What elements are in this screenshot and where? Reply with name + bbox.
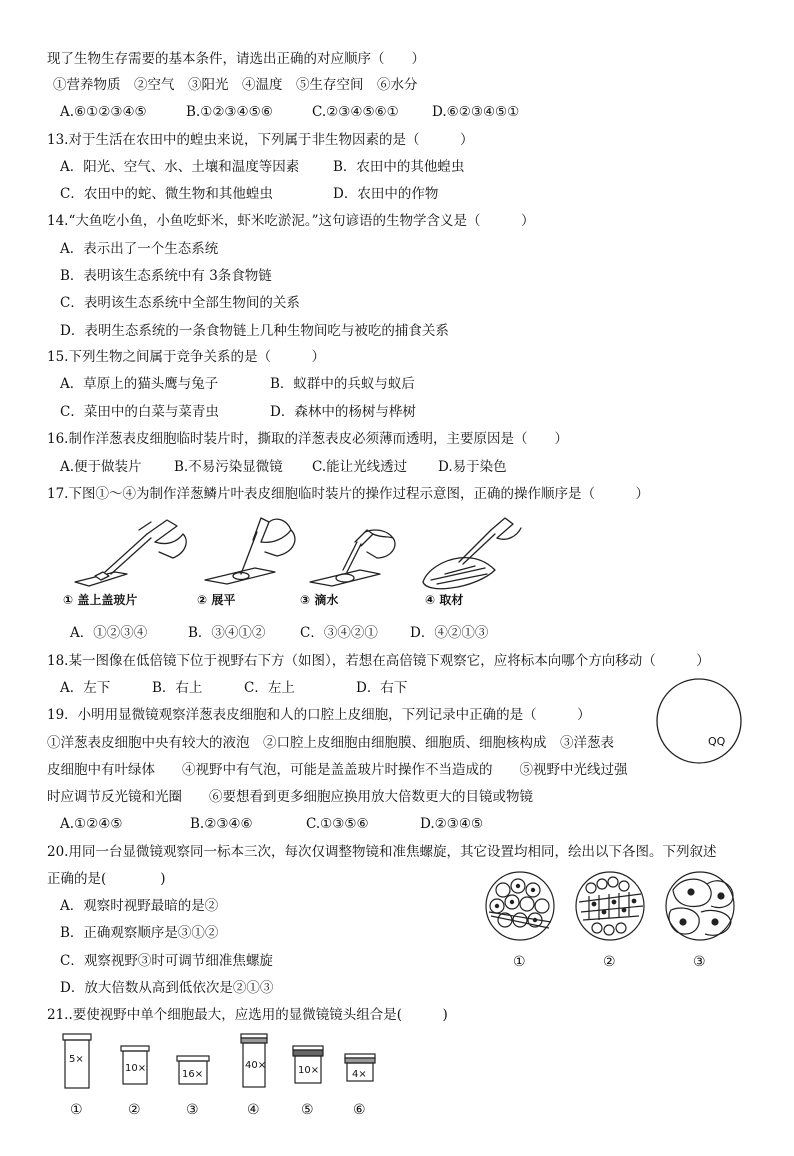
drop-water-illustration [310,530,395,586]
q13-option-c: C．农田中的蛇、微生物和其他蝗虫 [60,186,273,202]
q19-line-3: 时应调节反光镜和光圈 ⑥要想看到更多细胞应换用放大倍数更大的目镜或物镜 [47,789,533,805]
q17-option-b: B．③④①② [188,625,266,641]
q12-stem: 现了生物生存需要的基本条件，请选出正确的对应顺序（ ） [47,51,425,67]
q18-option-b: B．右上 [152,680,203,696]
q18-option-c: C．左上 [244,680,295,696]
view-3-illustration [666,872,734,940]
q15-option-d: D．森林中的杨树与桦树 [270,404,416,420]
q16-stem: 16.制作洋葱表皮细胞临时装片时，撕取的洋葱表皮必须薄而透明，主要原因是（ ） [47,431,568,447]
q16-option-d: D.易于染色 [438,459,507,475]
q13-option-d: D．农田中的作物 [333,186,439,202]
q18-option-d: D．右下 [356,680,408,696]
q21-label-3: ③ [186,1102,199,1118]
q17-option-a: A．①②③④ [70,625,148,641]
q17-procedure-figure [55,512,525,612]
q20-label-2: ② [603,954,616,970]
flatten-illustration [205,518,295,584]
q17-label-3: ③ 滴水 [300,593,339,607]
q21-lens-set [55,1028,385,1120]
take-material-illustration [423,518,521,589]
q18-option-a: A．左下 [60,680,111,696]
q17-label-4: ④ 取材 [425,593,464,607]
q16-option-c: C.能让光线透过 [312,459,408,475]
q21-label-2: ② [128,1102,141,1118]
q21-label-1: ① [70,1102,83,1118]
q14-option-d: D．表明生态系统的一条食物链上几种生物间吃与被吃的捕食关系 [60,323,449,339]
q17-option-d: D．④②①③ [410,625,489,641]
q19-line-1: ①洋葱表皮细胞中央有较大的液泡 ②口腔上皮细胞由细胞膜、细胞质、细胞核构成 ③洋葱表 [47,735,614,751]
q13-stem: 13.对于生活在农田中的蝗虫来说，下列属于非生物因素的是（ ） [47,132,474,148]
q19-stem: 19．小明用显微镜观察洋葱表皮细胞和人的口腔上皮细胞，下列记录中正确的是（ ） [47,707,591,723]
q18-stem: 18.某一图像在低倍镜下位于视野右下方（如图），若想在高倍镜下观察它，应将标本向哪个方向移动（ ） [47,653,710,669]
q21-stem: 21..要使视野中单个细胞最大，应选用的显微镜镜头组合是( ) [47,1007,448,1023]
q14-option-c: C．表明该生态系统中全部生物间的关系 [60,295,300,311]
view-2-illustration [576,872,644,940]
q12-option-d: D.⑥②③④⑤① [432,104,520,120]
q17-label-1: ① 盖上盖玻片 [63,593,138,607]
lens-6-mag: 4× [352,1069,367,1080]
lens-1-mag: 5× [69,1054,84,1065]
q17-label-2: ② 展平 [197,593,236,607]
q14-option-b: B．表明该生态系统中有 3条食物链 [60,268,272,284]
q16-option-a: A.便于做装片 [60,459,142,475]
lens-4-mag: 40× [245,1060,267,1071]
q12-items: ①营养物质 ②空气 ③阳光 ④温度 ⑤生存空间 ⑥水分 [53,77,418,93]
q20-label-1: ① [513,954,526,970]
q16-option-b: B.不易污染显微镜 [174,459,283,475]
q20-option-d: D．放大倍数从高到低依次是②①③ [60,980,274,996]
q20-stem-1: 20.用同一台显微镜观察同一标本三次，每次仅调整物镜和准焦螺旋，其它设置均相同，绘出以下各图。下列叙述 [47,844,717,860]
q12-option-a: A.⑥①②③④⑤ [60,104,147,120]
q13-option-a: A．阳光、空气、水、土壤和温度等因素 [60,159,300,175]
cover-slip-illustration [75,520,186,586]
q15-option-a: A．草原上的猫头鹰与兔子 [60,376,219,392]
q21-label-6: ⑥ [353,1102,366,1118]
q21-label-5: ⑤ [301,1102,314,1118]
q19-option-c: C.①③⑤⑥ [306,816,369,832]
lens-3-mag: 16× [182,1069,204,1080]
q20-microscope-views [485,868,745,970]
q19-option-a: A.①②④⑤ [60,816,123,832]
q14-option-a: A．表示出了一个生态系统 [60,241,219,257]
q14-stem: 14.“大鱼吃小鱼，小鱼吃虾米，虾米吃淤泥。”这句谚语的生物学含义是（ ） [47,213,535,229]
q15-option-c: C．菜田中的白菜与菜青虫 [60,404,219,420]
q19-option-d: D.②③④⑤ [420,816,484,832]
q20-option-a: A．观察时视野最暗的是② [60,898,219,914]
q15-stem: 15.下列生物之间属于竞争关系的是（ ） [47,349,325,365]
q12-option-c: C.②③④⑤⑥① [312,104,399,120]
view-1-illustration [486,872,554,940]
q21-label-4: ④ [247,1102,260,1118]
lens-5-mag: 10× [298,1065,320,1076]
q19-line-2: 皮细胞中有叶绿体 ④视野中有气泡，可能是盖盖玻片时操作不当造成的 ⑤视野中光线过强 [47,762,628,778]
q20-option-c: C．观察视野③时可调节细准焦螺旋 [60,953,273,969]
q15-option-b: B．蚁群中的兵蚁与蚁后 [270,376,415,392]
q12-option-b: B.①②③④⑤⑥ [186,104,273,120]
q18-field-of-view [654,676,744,766]
q13-option-b: B．农田中的其他蝗虫 [333,159,465,175]
q17-option-c: C．③④②① [300,625,378,641]
q18-figure-text: QQ [708,735,726,748]
q17-stem: 17.下图①～④为制作洋葱鳞片叶表皮细胞临时装片的操作过程示意图，正确的操作顺序是（ ） [47,486,649,502]
lens-2-mag: 10× [125,1063,147,1074]
q20-label-3: ③ [693,954,706,970]
q20-option-b: B．正确观察顺序是③①② [60,925,219,941]
q19-option-b: B.②③④⑥ [190,816,253,832]
q20-stem-2: 正确的是( ) [47,871,166,887]
